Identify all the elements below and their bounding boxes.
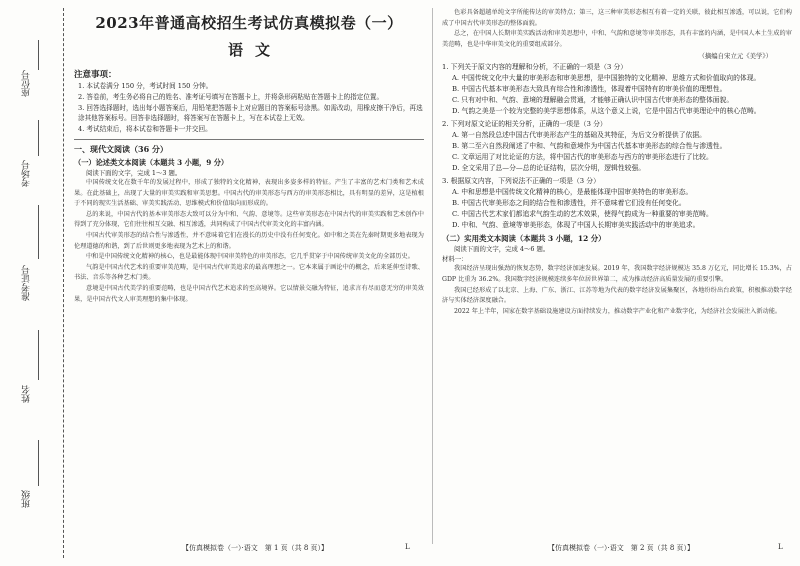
section-one-subheading: （一）论述类文本阅读（本题共 3 小题，9 分）: [74, 158, 229, 167]
question-option: C. 中国古代艺术家们都追求气韵生动的艺术效果，使得气韵成为一种重要的审美范畴。: [452, 210, 713, 219]
question-option: D. 全文采用了总—分—总的论证结构，层次分明，逻辑性较强。: [452, 164, 646, 173]
notice-item: 3. 回答选择题时，选出每小题答案后，用铅笔把答题卡上对应题目的答案标号涂黑。如需改动，用橡皮擦干净后，再选涂其他答案标号。回答非选择题时，将答案写在答题卡上，写在本试卷上无效。: [78, 104, 423, 122]
reading-paragraph: 气韵是中国古代艺术的重要审美范畴，是中国古代审美追求的最高理想之一。它本来属于画论中的概念，后来延伸至诗歌、书法、音乐等各种艺术门类。: [74, 263, 424, 282]
seat-number-label: 座位号: [22, 70, 32, 97]
reading-paragraph: 中和是中国传统文化精神的核心，也是最能体现中国审美特色的审美形态，它几乎贯穿于中国传统审美文化的全部历史。: [86, 253, 414, 261]
reading-paragraph: 我国经济呈现出强劲的恢复态势，数字经济加速发展。2019 年，我国数字经济规模达 35.8 万亿元，同比增长 15.3%，占 GDP 比重为 36.2%。我国数字经济规模连续多年位居世界第二，成为推动经济高质量发展的重要引擎。: [442, 265, 792, 283]
page-footer-right: 【仿真模拟卷（一）·语文 第 2 页（共 8 页）】: [548, 544, 695, 552]
question-stem: 2. 下列对原文论证的相关分析，正确的一项是（3 分）: [442, 120, 607, 129]
column-divider: [432, 8, 433, 544]
page-mark-left: L: [405, 543, 410, 551]
question-option: A. 中和思想是中国传统文化精神的核心，是最能体现中国审美特色的审美形态。: [452, 188, 693, 197]
binding-dash-line: [63, 8, 64, 558]
reading-paragraph: 中国古代审美形态的结合性与渗透性，并不意味着它们在漫长的历史中没有任何变化。如中和之美在先秦时期更多地表现为伦理道德的和谐，到了后世则更多地表现为艺术上的和谐。: [74, 231, 424, 250]
room-number-field: [38, 120, 39, 156]
question-option: B. 第二至六自然段阐述了中和、气韵和意境作为中国古代基本审美形态的综合性与渗透性。: [452, 142, 727, 151]
section-two-heading: （二）实用类文本阅读（本题共 3 小题，12 分）: [442, 234, 606, 244]
reading-paragraph: 我国已经形成了以北京、上海、广东、浙江、江苏等地为代表的数字经济发展集聚区，各地纷纷出台政策，积极推动数字经济与实体经济深度融合。: [442, 286, 792, 305]
reading-paragraph: 2022 年上半年，国家在数字基础设施建设方面持续发力，推动数字产业化和产业数字化，为经济社会发展注入新动能。: [454, 307, 782, 315]
seat-number-field: [38, 40, 39, 70]
question-option: C. 只有对中和、气韵、意境的理解融会贯通，才能够正确认识中国古代审美形态的整体面貌。: [452, 96, 734, 105]
reading-paragraph: 中国传统文化在数千年的发展过程中，形成了独特的文化精神，表现出多姿多样的特征。产生了丰富的艺术门类和艺术成果。在此基础上，出现了大量的审美实践和审美思想。中国古代的审美形态与西方的审美形态相比，具有明显的差异，这是植根于不同的现实生活基础、审美实践活动、思维模式和价值取向而形成的。: [74, 179, 424, 208]
section-one-heading: 一、现代文阅读（36 分）: [74, 144, 168, 154]
question-option: A. 第一自然段总述中国古代审美形态产生的基础及其特征，为后文分析提供了依据。: [452, 131, 706, 140]
material-label: 材料一：: [442, 255, 468, 264]
class-field: [38, 440, 39, 486]
page-mark-right: L: [778, 543, 783, 551]
notice-item: 4. 考试结束后，将本试卷和答题卡一并交回。: [78, 125, 212, 133]
question-option: A. 中国传统文化中大量的审美形态和审美思想，是中国独特的文化精神、思维方式和价值取向的体现。: [452, 74, 761, 83]
notice-item: 1. 本试卷满分 150 分，考试时间 150 分钟。: [78, 82, 213, 90]
notice-item: 2. 答卷前，考生务必将自己的姓名、准考证号填写在答题卡上，并将条形码粘贴在答题卡上的指定位置。: [78, 93, 384, 101]
question-option: B. 中国古代审美形态之间的结合性和渗透性，并不意味着它们没有任何变化。: [452, 199, 686, 208]
page-footer-left: 【仿真模拟卷（一）·语文 第 1 页（共 8 页）】: [182, 544, 329, 552]
question-option: C. 文章运用了对比论证的方法，将中国古代的审美形态与西方的审美形态进行了比较。: [452, 153, 713, 162]
source-attribution: （摘编自宋立元《美学》）: [698, 52, 772, 61]
candidate-number-label: 准考证号: [22, 265, 32, 301]
question-stem: 3. 根据原文内容，下列说法不正确的一项是（3 分）: [442, 177, 600, 186]
right-column: [442, 8, 792, 548]
question-option: B. 中国古代基本审美形态大致具有综合性和渗透性，体现着中国特有的审美价值的理想性。: [452, 85, 727, 94]
exam-title: 2023年普通高校招生考试仿真模拟卷（一）: [95, 14, 403, 32]
binding-margin: [0, 0, 70, 566]
name-field: [38, 330, 39, 380]
question-option: D. 气韵之美是一个较为完整的美学思想体系，从这个意义上说，它是中国古代审美理论中的核心范畴。: [452, 107, 761, 116]
reading-paragraph: 色彩具备超越单纯文字所能传达的审美特点；第三，这三种审美形态相互有着一定的关联，彼此相互渗透，可以说，它们构成了中国古代审美形态的整体面貌。: [442, 9, 792, 27]
section-divider: [74, 139, 424, 140]
left-column: [74, 8, 424, 548]
section-one-instruction: 阅读下面的文字，完成 1～3 题。: [86, 169, 182, 177]
name-label: 姓名: [22, 385, 32, 403]
reading-paragraph: 意境是中国古代美学的重要范畴，也是中国古代艺术追求的至高境界。它以情景交融为特征，追求言有尽而意无穷的审美效果，是中国古代文人审美理想的集中体现。: [74, 284, 424, 303]
class-label: 班级: [22, 490, 32, 508]
reading-paragraph: 总之，在中国人长期审美实践活动和审美思想中，中和、气韵和意境等审美形态，具有丰富的内涵，是中国人本土生成的审美范畴，也是中华审美文化的重要组成部分。: [442, 30, 792, 48]
candidate-number-field: [38, 205, 39, 259]
question-option: D. 中和、气韵、意境等审美形态，体现了中国人长期审美实践活动中的审美追求。: [452, 221, 700, 230]
subject-title: 语文: [227, 41, 282, 59]
notice-heading: 注意事项：: [74, 70, 117, 80]
section-two-instruction: 阅读下面的文字，完成 4～6 题。: [454, 245, 550, 254]
reading-paragraph: 总的来说，中国古代的基本审美形态大致可以分为中和、气韵、意境等。这些审美形态在中国古代的审美实践和艺术创作中得到了充分体现，它们往往相互交融、相互渗透，共同构成了中国古代审美文化的丰富内涵。: [74, 210, 424, 229]
question-stem: 1. 下列关于原文内容的理解和分析，不正确的一项是（3 分）: [442, 63, 628, 72]
room-number-label: 考场号: [22, 160, 32, 187]
